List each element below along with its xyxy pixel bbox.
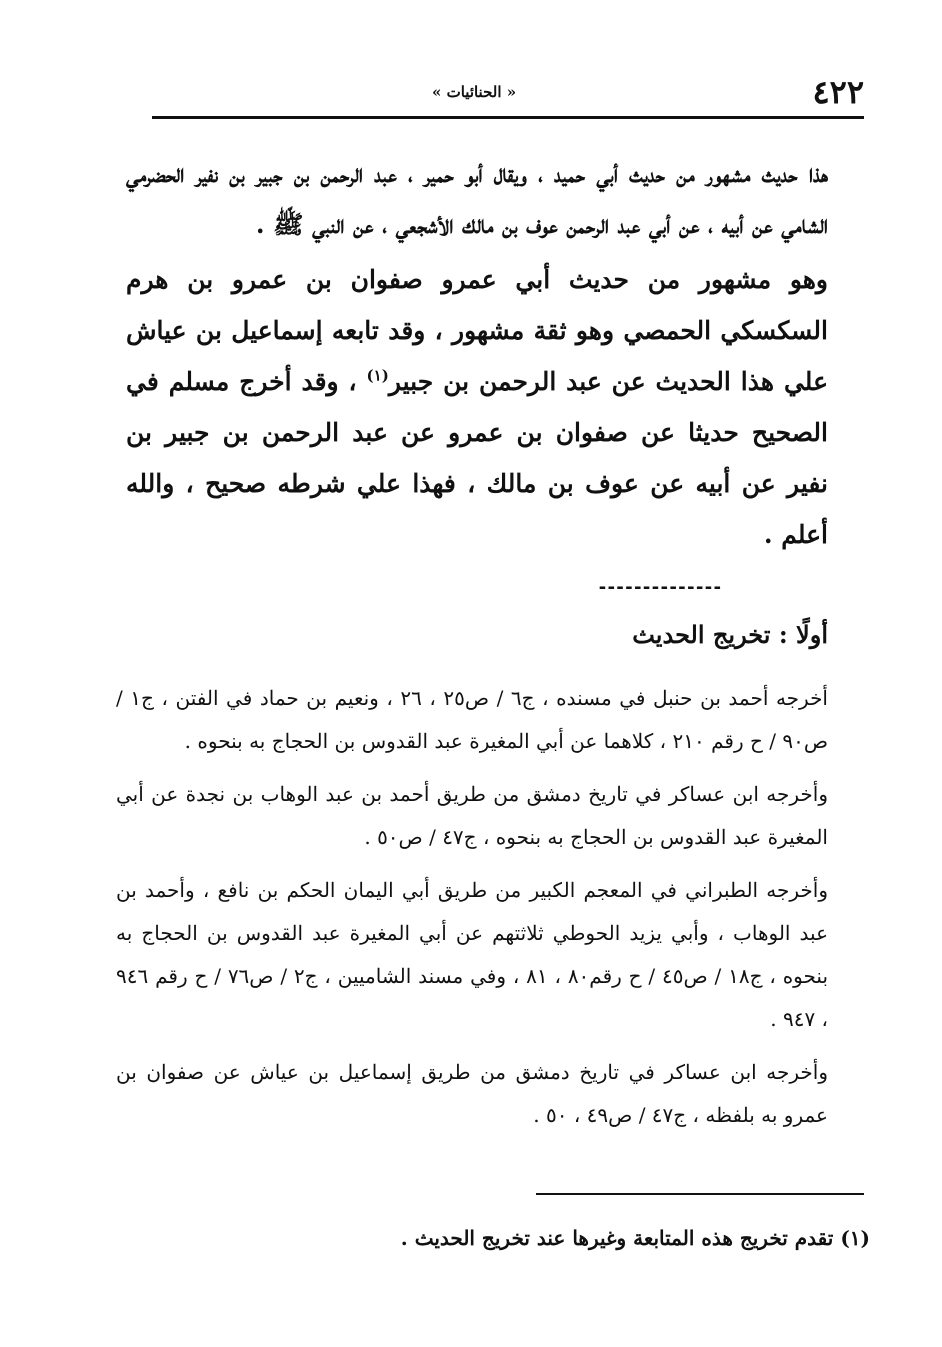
dashed-separator: --------------: [597, 577, 721, 598]
takhrij-text: [116, 677, 828, 1137]
main-paragraph-2: [126, 254, 828, 560]
takhrij-paragraph: وأخرجه الطبراني في المعجم الكبير من طريق أبي اليمان الحكم بن نافع ، وأحمد بن عبد الوهاب ، وأبي يزيد الحوطي ثلاثتهم عن أبي المغيرة عبد القدوس بن الحجاج به بنحوه ، ج١٨ / ص٤٥ / ح رقم٨٠ ، ٨١ ، وفي مسند الشاميين ، ج٢ / ص٧٦ / ح رقم ٩٤٦ ، ٩٤٧ .: [116, 878, 829, 1031]
main-paragraph-1: هذا حديث مشهور من حديث أبي حميد ، ويقال أبو حمير ، عبد الرحمن بن جبير بن نفير الحضرمي الشامي عن أبيه ، عن أبي عبد الرحمن عوف بن مالك الأشجعي ، عن النبي ﷺ .: [126, 159, 828, 239]
takhrij-paragraph: وأخرجه ابن عساكر في تاريخ دمشق من طريق إسماعيل بن عياش عن صفوان بن عمرو به بلفظه ، ج٤٧ / ص٤٩ ، ٥٠ .: [116, 1060, 828, 1127]
footnote-marker: (١): [366, 366, 389, 385]
section-heading: أولًا : تخريج الحديث: [632, 620, 828, 649]
main-paragraph-2-part-1: وهو مشهور من حديث أبي عمرو صفوان بن عمرو بن هرم السكسكي الحمصي وهو ثقة مشهور ، وقد تابعه إسماعيل بن عياش علي هذا الحديث عن عبد الرحمن بن جبير: [126, 265, 828, 396]
main-paragraph-2-part-2: ، وقد أخرج مسلم في الصحيح حديثا عن صفوان بن عمرو عن عبد الرحمن بن جبير بن نفير عن أبيه عن عوف بن مالك ، فهذا علي شرطه صحيح ، والله أعلم .: [126, 367, 828, 549]
running-title: « الحنائيات »: [432, 83, 517, 101]
main-text: [126, 148, 828, 560]
footnote: (١) تقدم تخريج هذه المتابعة وغيرها عند تخريج الحديث .: [400, 1226, 870, 1250]
takhrij-paragraph: أخرجه أحمد بن حنبل في مسنده ، ج٦ / ص٢٥ ، ٢٦ ، ونعيم بن حماد في الفتن ، ج١ / ص٩٠ / ح رقم ٢١٠ ، كلاهما عن أبي المغيرة عبد القدوس بن الحجاج به بنحوه .: [116, 686, 828, 753]
running-header: [152, 70, 864, 114]
takhrij-paragraph: وأخرجه ابن عساكر في تاريخ دمشق من طريق أحمد بن عبد الوهاب بن نجدة عن أبي المغيرة عبد القدوس بن الحجاج به بنحوه ، ج٤٧ / ص٥٠ .: [116, 782, 828, 849]
header-rule: [152, 116, 864, 119]
page-number: ٤٢٢: [812, 73, 864, 111]
footnote-rule: [536, 1193, 864, 1195]
